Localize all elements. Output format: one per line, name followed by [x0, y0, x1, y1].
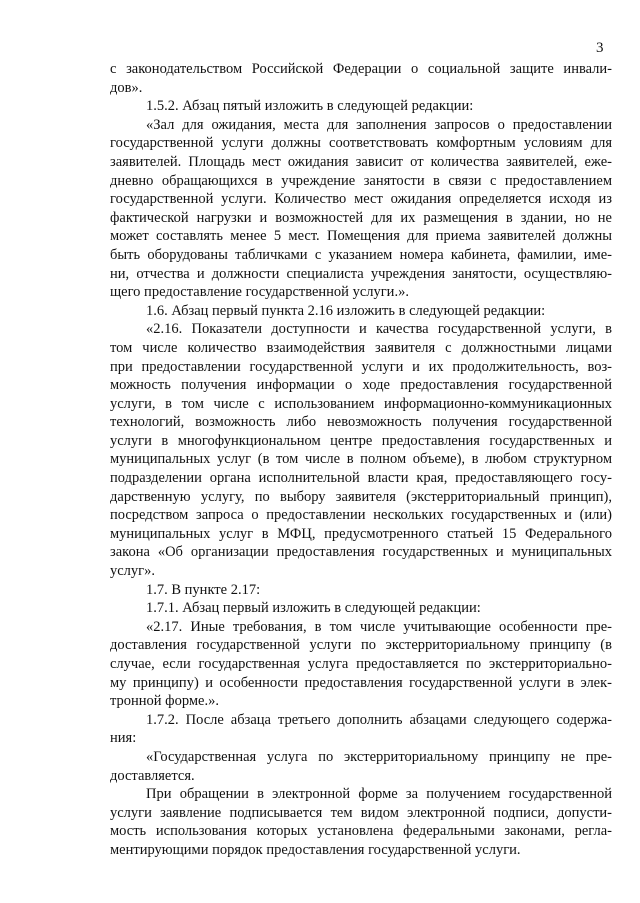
text-line: 1.6. Абзац первый пункта 2.16 изложить в следующей редакции: — [146, 302, 546, 319]
text-line: му принципу) и особенности предоставления государственной услуги в элек- — [110, 674, 612, 691]
text-line: государственной услуги должны соответствовать комфортным условиям для — [110, 135, 612, 152]
text-line: муниципальных услуг (в том числе в полном объеме), в любом структурном — [110, 451, 612, 468]
text-line: случае, если государственная услуга предоставляется по экстерриториально- — [110, 656, 612, 672]
text-line: «Зал для ожидания, места для заполнения запросов о предоставлении — [146, 116, 612, 133]
text-line: «2.16. Показатели доступности и качества государственной услуги, в — [146, 321, 612, 338]
text-line: 1.7. В пункте 2.17: — [146, 581, 261, 598]
text-line: ни, отчества и должности специалиста учреждения занятости, осуществляю- — [110, 265, 612, 282]
text-line: ментирующими порядок предоставления государственной услуги. — [110, 841, 521, 858]
text-line: при предоставлении государственной услуги и их продолжительность, воз- — [110, 358, 612, 375]
text-line: «Государственная услуга по экстерриториальному принципу не пре- — [146, 748, 612, 765]
text-line: тронной форме.». — [110, 693, 219, 710]
text-line: технологий, возможность либо невозможность получения государственной — [110, 414, 612, 431]
text-line: может составлять менее 5 мест. Помещения для приема заявителей должны — [110, 228, 612, 245]
page-number: 3 — [596, 40, 604, 56]
text-line: быть оборудованы табличками с указанием номера кабинета, фамилии, име- — [110, 246, 612, 263]
text-line: подразделении органа исполнительной власти края, предоставляющего госу- — [110, 470, 612, 487]
text-line: ния: — [110, 730, 137, 747]
text-line: мость использования которых установлена федеральными законами, регла- — [110, 823, 612, 840]
text-line: услуги заявление подписывается тем видом электронной подписи, допусти- — [110, 804, 612, 821]
text-line: том числе количество взаимодействия заявителя с должностными лицами — [110, 339, 612, 356]
text-line: с законодательством Российской Федерации о социальной защите инвали- — [110, 61, 612, 77]
text-line: «2.17. Иные требования, в том числе учитывающие особенности пре- — [146, 618, 612, 635]
text-line: При обращении в электронной форме за получением государственной — [146, 786, 612, 803]
text-line: можность получения информации о ходе предоставления государственной — [110, 377, 612, 394]
text-line: посредством запроса о предоставлении нескольких государственных и (или) — [110, 507, 612, 524]
text-line: заявителей. Площадь мест ожидания зависит от количества заявителей, еже- — [110, 153, 612, 170]
text-line: доставления государственной услуги по экстерриториальному принципу (в — [110, 637, 612, 654]
text-line: дарственную услугу, по выбору заявителя (экстерриториальный принцип), — [110, 488, 612, 505]
text-line: 1.7.1. Абзац первый изложить в следующей редакции: — [146, 600, 481, 617]
text-line: закона «Об организации предоставления государственных и муниципальных — [110, 544, 612, 561]
text-line: муниципальных услуг в МФЦ, предусмотренного статьей 15 Федерального — [110, 525, 612, 542]
text-line: услуг». — [110, 563, 155, 580]
text-line: услуги в многофункциональном центре предоставления государственных и — [110, 432, 612, 449]
text-line: щего предоставление государственной услуги.». — [110, 284, 409, 301]
text-line: 1.7.2. После абзаца третьего дополнить абзацами следующего содержа- — [146, 711, 612, 728]
text-line: услуги, в том числе с использованием информационно-коммуникационных — [110, 395, 612, 412]
text-line: фактической нагрузки и возможностей для их размещения в здании, но не — [110, 209, 612, 226]
text-line: 1.5.2. Абзац пятый изложить в следующей редакции: — [146, 98, 474, 115]
text-line: дов». — [110, 79, 143, 96]
document-body — [110, 60, 612, 860]
text-line: дневно обращающихся в учреждение занятости в связи с предоставлением — [110, 172, 612, 189]
text-line: доставляется. — [110, 767, 195, 784]
text-line: государственной услуги. Количество мест ожидания определяется исходя из — [110, 191, 612, 208]
